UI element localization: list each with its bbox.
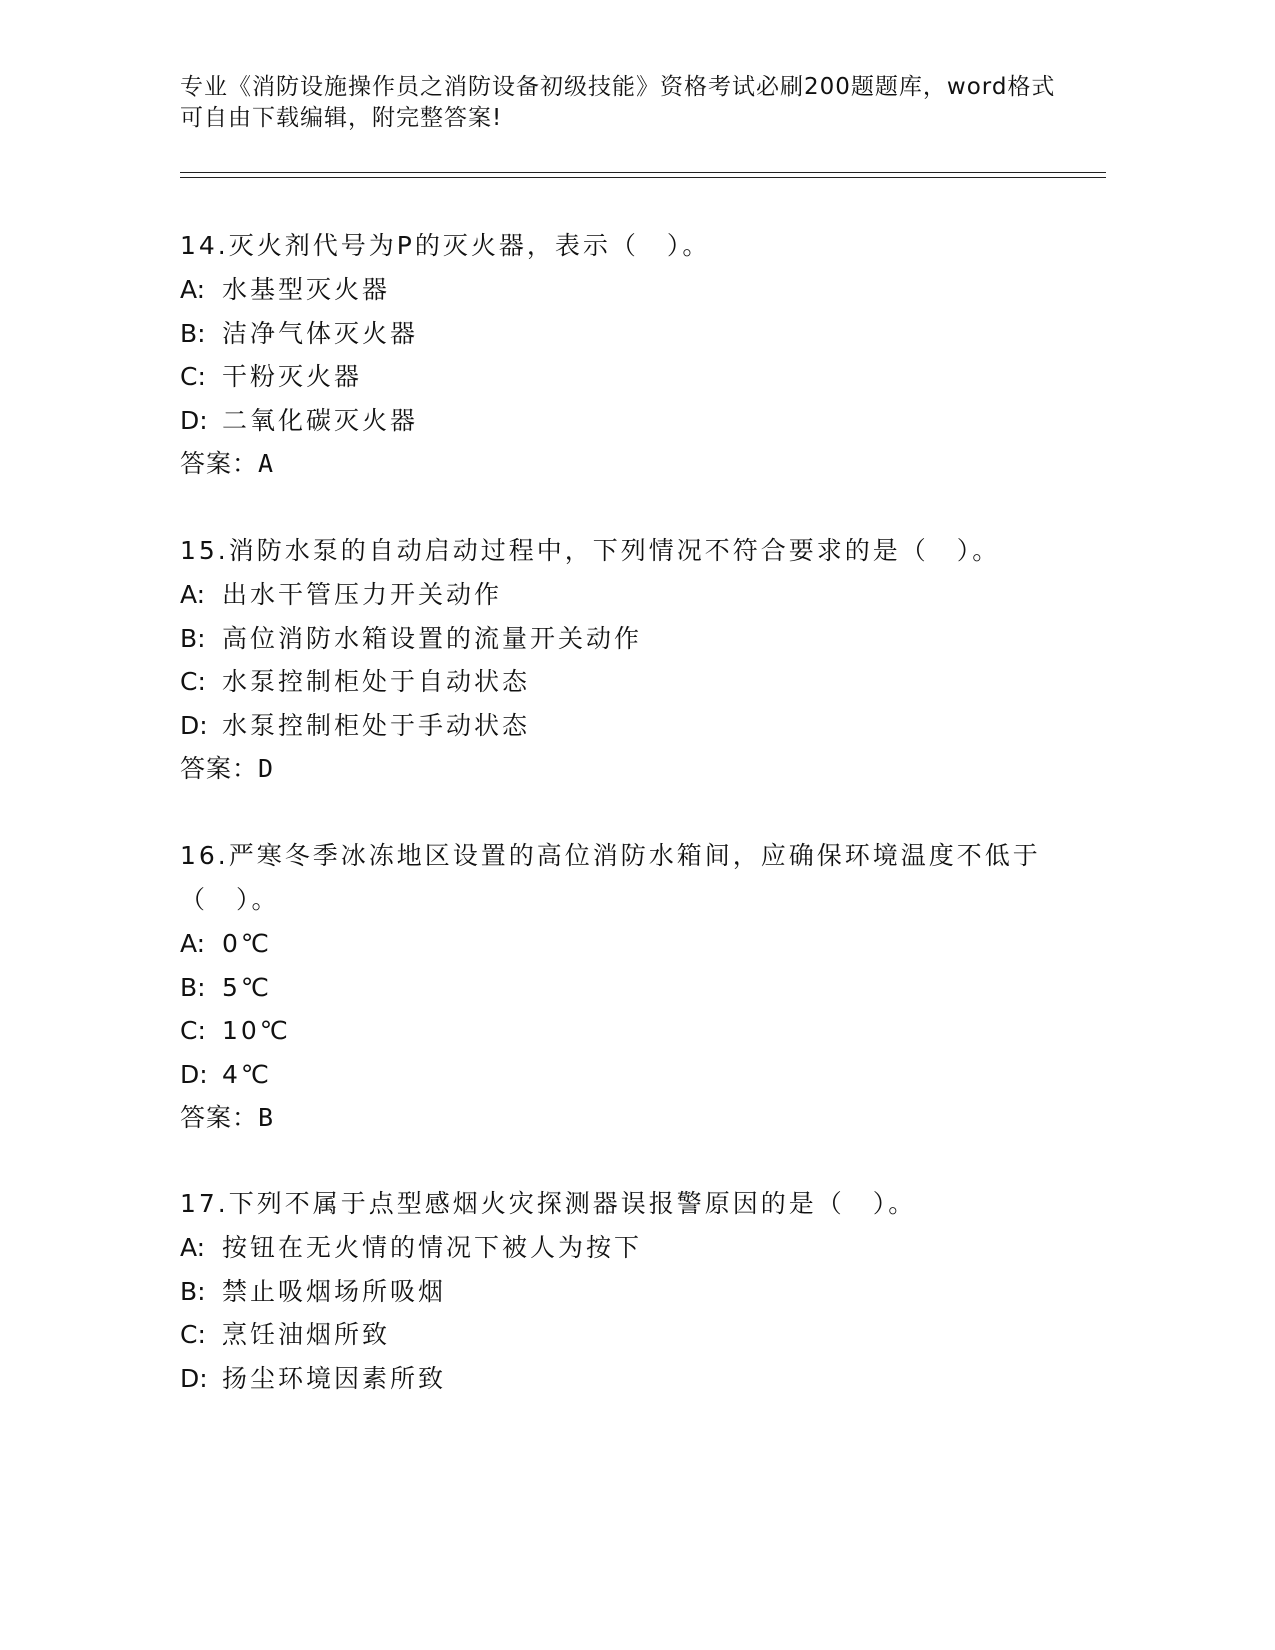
option-text: 水基型灭火器	[222, 275, 391, 304]
option-d	[180, 1357, 1080, 1401]
answer	[180, 747, 1080, 791]
option-a	[180, 922, 1050, 966]
option-key: B:	[180, 623, 206, 653]
question-stem: 14.灭火剂代号为P的灭火器，表示（ ）。	[180, 231, 711, 260]
question-stem: 15.消防水泵的自动启动过程中，下列情况不符合要求的是（ ）。	[180, 536, 1001, 565]
option-text: 二氧化碳灭火器	[222, 405, 419, 435]
option-c	[180, 1313, 1080, 1357]
option-c	[180, 355, 1080, 399]
option-text: 禁止吸烟场所吸烟	[222, 1276, 447, 1306]
option-key: B:	[180, 318, 206, 348]
option-text: 烹饪油烟所致	[222, 1320, 391, 1350]
option-text: 水泵控制柜处于自动状态	[222, 667, 531, 697]
option-a	[180, 268, 1080, 312]
option-text: 扬尘环境因素所致	[222, 1363, 447, 1393]
option-key: D:	[180, 1059, 208, 1089]
option-key: D:	[180, 405, 208, 435]
option-key: C:	[180, 1016, 206, 1046]
answer-value: D	[258, 754, 275, 784]
answer	[180, 1096, 1050, 1140]
header-divider-bottom	[180, 177, 1106, 178]
option-key: C:	[180, 362, 206, 392]
option-b	[180, 617, 1080, 661]
answer-label: 答案：	[180, 754, 259, 784]
option-text: 0℃	[222, 929, 272, 958]
option-text: 水泵控制柜处于手动状态	[222, 710, 531, 740]
option-key: B:	[180, 972, 206, 1002]
option-b	[180, 312, 1080, 356]
option-b	[180, 966, 1050, 1010]
answer	[180, 442, 1080, 486]
answer-value: A	[258, 449, 275, 479]
option-key: A:	[180, 929, 206, 958]
question-stem: 17.下列不属于点型感烟火灾探测器误报警原因的是（ ）。	[180, 1189, 917, 1218]
option-key: B:	[180, 1276, 206, 1306]
option-d	[180, 1053, 1050, 1097]
option-key: A:	[180, 275, 206, 304]
option-a	[180, 573, 1080, 617]
option-key: C:	[180, 1320, 206, 1350]
option-b	[180, 1270, 1080, 1314]
option-key: D:	[180, 1363, 208, 1393]
option-text: 10℃	[222, 1016, 291, 1046]
option-text: 干粉灭火器	[222, 362, 363, 392]
answer-label: 答案：	[180, 449, 259, 479]
option-text: 洁净气体灭火器	[222, 318, 419, 348]
option-text: 高位消防水箱设置的流量开关动作	[222, 623, 643, 653]
option-c	[180, 660, 1080, 704]
option-key: D:	[180, 710, 208, 740]
question-17	[180, 1182, 1080, 1400]
option-d	[180, 399, 1080, 443]
option-key: A:	[180, 580, 206, 609]
option-d	[180, 704, 1080, 748]
document-header: 专业《消防设施操作员之消防设备初级技能》资格考试必刷200题题库，word格式可自由下载编辑，附完整答案!	[180, 74, 1056, 131]
option-text: 按钮在无火情的情况下被人为按下	[222, 1233, 643, 1262]
option-text: 4℃	[222, 1059, 272, 1089]
option-text: 5℃	[222, 972, 272, 1002]
answer-value: B	[258, 1103, 275, 1133]
option-c	[180, 1009, 1050, 1053]
header-divider-top	[180, 172, 1106, 173]
question-stem: 16.严寒冬季冰冻地区设置的高位消防水箱间，应确保环境温度不低于（ ）。	[180, 841, 1041, 914]
option-a	[180, 1226, 1080, 1270]
question-16	[180, 834, 1050, 1140]
option-key: A:	[180, 1233, 206, 1262]
question-14	[180, 224, 1080, 486]
option-key: C:	[180, 667, 206, 697]
question-15	[180, 529, 1080, 791]
answer-label: 答案：	[180, 1103, 259, 1133]
option-text: 出水干管压力开关动作	[222, 580, 503, 609]
